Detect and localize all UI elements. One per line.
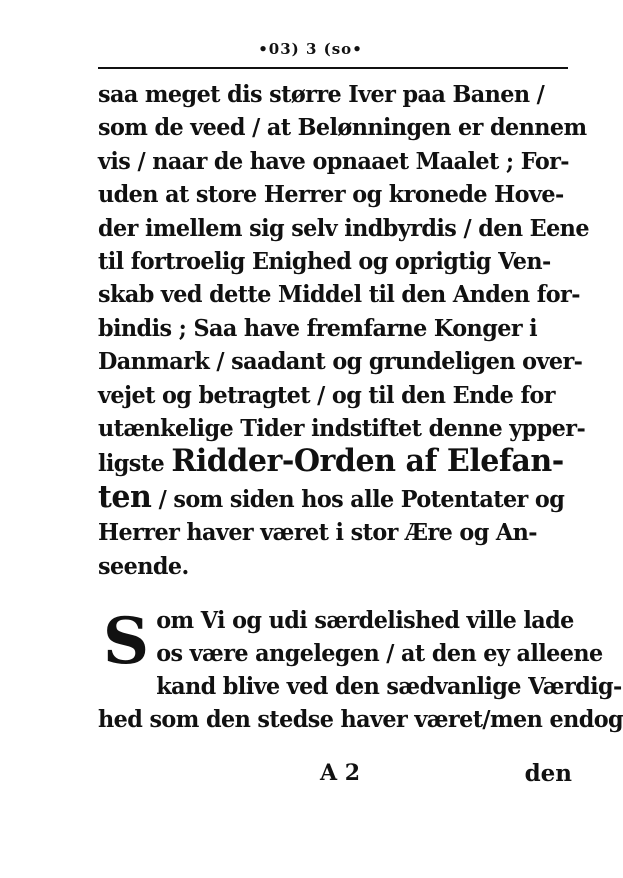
text-line: os være angelegen / at den ey alleene [156,640,603,667]
order-name-highlight-end: ten [98,478,152,515]
page-footer [98,760,572,794]
text-fragment: ligste [98,450,165,478]
text-line: om Vi og udi særdelished ville lade [156,607,574,634]
text-line: uden at store Herrer og kronede Hove- [98,181,564,209]
text-line: seende. [98,552,189,580]
paragraph-1 [98,78,589,583]
header-rule [98,67,568,69]
text-line: saa meget dis større Iver paa Banen / [98,81,545,108]
text-line: vis / naar de have opnaaet Maalet ; For- [98,147,569,175]
text-line: til fortroelig Enighed og oprigtig Ven- [98,248,551,276]
order-name-highlight: Ridder-Orden af Elefan- [171,443,564,480]
text-line: skab ved dette Middel til den Anden for- [98,281,580,309]
text-line: Herrer haver været i stor Ære og An- [98,519,537,547]
text-line: Danmark / saadant og grundeligen over- [98,348,583,376]
text-line: bindis ; Saa have fremfarne Konger i [98,314,538,342]
text-line: utænkelige Tider indstiftet denne ypper- [98,415,586,443]
text-line: kand blive ved den sædvanlige Værdig- [156,673,622,700]
text-line: vejet og betragtet / og til den Ende for [98,381,555,409]
paragraph-2 [98,604,623,736]
text-line: der imellem sig selv indbyrdis / den Eene [98,214,589,242]
text-line [98,478,565,516]
decorated-dropcap: S [102,604,150,679]
text-line: hed som den stedse haver været/men endog [98,706,623,733]
signature-mark: A 2 [320,760,361,786]
text-line: som de veed / at Belønningen er dennem [98,114,587,142]
text-fragment: / som siden hos alle Potentater og [158,485,565,513]
text-line [98,443,564,480]
catchword: den [524,760,572,787]
page-header: •03) 3 (so• [258,40,363,58]
